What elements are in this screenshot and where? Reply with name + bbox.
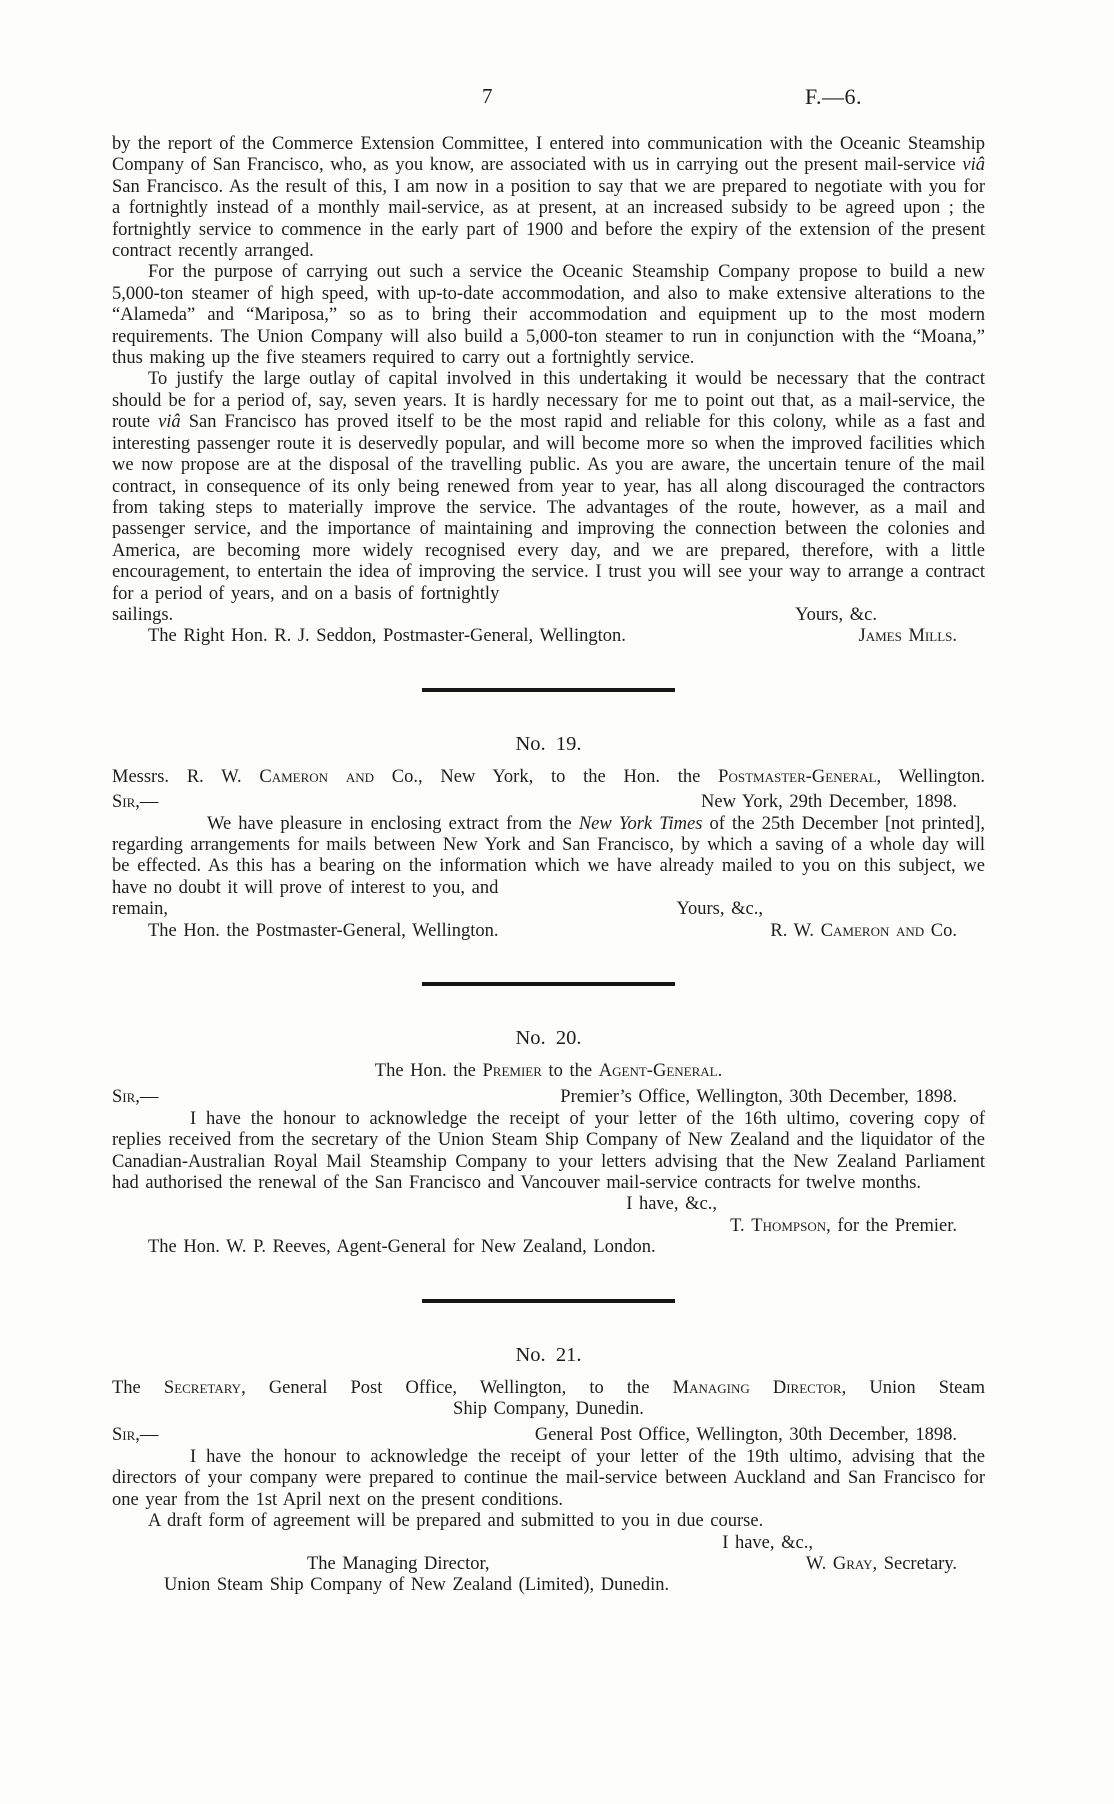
section-divider <box>422 1299 675 1303</box>
signature-line <box>112 1216 985 1237</box>
paragraph: To justify the large outlay of capital involved in this undertaking it would be necessary that the contract should be for a period of, say, seven years. It is hardly necessary for me to point out that, as a mail-service, the route viâ San Francisco has proved itself to be the most rapid and reliable for this colony, while as a fast and interesting passenger route it is deservedly popular, and will become more so when the improved facilities which we now propose are at the disposal of the travelling public. As you are aware, the uncertain tenure of the mail contract, in consequence of its only being renewed from year to year, has all along discouraged the contractors from taking steps to materially improve the service. The advantages of the route, however, as a mail and passenger service, and the importance of maintaining and improving the connection between the colonies and America, are becoming more widely recognised every day, and we are prepared, therefore, with a little encouragement, to entertain the idea of improving the service. I trust you will see your way to arrange a contract for a period of years, and on a basis of fortnightly <box>112 369 985 604</box>
paragraph: I have the honour to acknowledge the receipt of your letter of the 16th ultimo, covering copy of replies received from the secretary of the Union Steam Ship Company of New Zealand and the liquidator of the Canadian-Australian Royal Mail Steamship Company to your letters advising that the New Zealand Parliament had authorised the renewal of the San Francisco and Vancouver mail-service contracts for twelve months. <box>112 1108 985 1194</box>
paragraph-tail: sailings. <box>112 604 174 625</box>
signature: W. Gray, Secretary. <box>805 1553 957 1574</box>
dateline: Premier’s Office, Wellington, 30th December, 1898. <box>560 1087 957 1108</box>
letter-18-continuation <box>112 134 985 648</box>
valediction-line <box>112 1194 985 1215</box>
company-line <box>112 1575 985 1596</box>
dateline: General Post Office, Wellington, 30th December, 1898. <box>534 1425 957 1446</box>
letter-heading: No. 19. <box>515 732 582 755</box>
doc-reference: F.—6. <box>805 84 862 109</box>
salutation-line <box>112 1087 985 1108</box>
valediction-line <box>112 1533 985 1554</box>
valediction: I have, &c., <box>722 1532 813 1553</box>
valediction: Yours, &c. <box>795 604 877 625</box>
signature-line <box>112 626 985 647</box>
page-number: 7 <box>482 84 493 108</box>
letter-heading: No. 21. <box>515 1343 582 1366</box>
page-header <box>112 84 985 110</box>
letter-heading: No. 20. <box>515 1027 582 1049</box>
letter-19 <box>112 732 985 942</box>
valediction-line <box>112 605 985 626</box>
letter-21 <box>112 1343 985 1597</box>
salutation-line <box>112 1425 985 1446</box>
addressee: The Hon. W. P. Reeves, Agent-General for New Zealand, London. <box>148 1237 656 1258</box>
signature-line <box>112 921 985 942</box>
paragraph: by the report of the Commerce Extension Committee, I entered into communication with the Oceanic Steamship Company of San Francisco, who, as you know, are associated with us in carrying out the present mail-service viâ San Francisco. As the result of this, I am now in a position to say that we are prepared to negotiate with you for a fortnightly instead of a monthly mail-service, as at present, at an increased subsidy to be agreed upon ; the fortnightly service to commence in the early part of 1900 and before the expiry of the extension of the present contract recently arranged. <box>112 134 985 262</box>
signature: R. W. Cameron and Co. <box>770 920 957 941</box>
valediction: I have, &c., <box>626 1194 717 1215</box>
letter-address: The Secretary, General Post Office, Wellington, to the Managing Director, Union Steam <box>112 1377 985 1398</box>
letter-20 <box>112 1026 985 1259</box>
paragraph: We have pleasure in enclosing extract from the New York Times of the 25th December [not printed], regarding arrangements for mails between New York and San Francisco, by which a saving of a whole day will be effected. As this has a bearing on the information which we have already mailed to you on this subject, we have no doubt it will prove of interest to you, and <box>112 813 985 898</box>
paragraph-tail: remain, <box>112 899 168 920</box>
valediction-line <box>112 899 985 920</box>
signature: T. Thompson, for the Premier. <box>730 1215 957 1236</box>
dateline: New York, 29th December, 1898. <box>701 792 957 813</box>
salutation: Sir,— <box>112 1087 159 1108</box>
letter-address-line2: Ship Company, Dunedin. <box>453 1399 644 1420</box>
section-divider <box>422 688 675 692</box>
salutation-line <box>112 792 985 813</box>
letter-subject: The Hon. the Premier to the Agent-General. <box>374 1061 723 1081</box>
letter-address: Messrs. R. W. Cameron and Co., New York, to the Hon. the Postmaster-General, Wellington. <box>112 766 985 787</box>
signature: James Mills. <box>858 626 957 647</box>
addressee: The Hon. the Postmaster-General, Wellington. <box>148 920 499 941</box>
salutation: Sir,— <box>112 1425 159 1446</box>
salutation: Sir,— <box>112 792 159 813</box>
paragraph: A draft form of agreement will be prepared and submitted to you in due course. <box>148 1511 764 1532</box>
section-divider <box>422 982 675 986</box>
valediction: Yours, &c., <box>676 899 763 920</box>
addressee-line <box>112 1237 985 1258</box>
addressee-company: Union Steam Ship Company of New Zealand (Limited), Dunedin. <box>164 1575 670 1596</box>
addressee: The Managing Director, <box>307 1553 490 1574</box>
paragraph: For the purpose of carrying out such a service the Oceanic Steamship Company propose to build a new 5,000-ton steamer of high speed, with up-to-date accommodation, and also to make extensive alterations to the “Alameda” and “Mariposa,” so as to bring their accommodation and equipment up to the most modern requirements. The Union Company will also build a 5,000-ton steamer to run in conjunction with the “Moana,” thus making up the five steamers required to carry out a fortnightly service. <box>112 262 985 369</box>
paragraph: I have the honour to acknowledge the receipt of your letter of the 19th ultimo, advising that the directors of your company were prepared to continue the mail-service between Auckland and San Francisco for one year from the 1st April next on the present conditions. <box>112 1446 985 1510</box>
signature-line <box>112 1554 985 1575</box>
addressee: The Right Hon. R. J. Seddon, Postmaster-General, Wellington. <box>148 626 626 647</box>
